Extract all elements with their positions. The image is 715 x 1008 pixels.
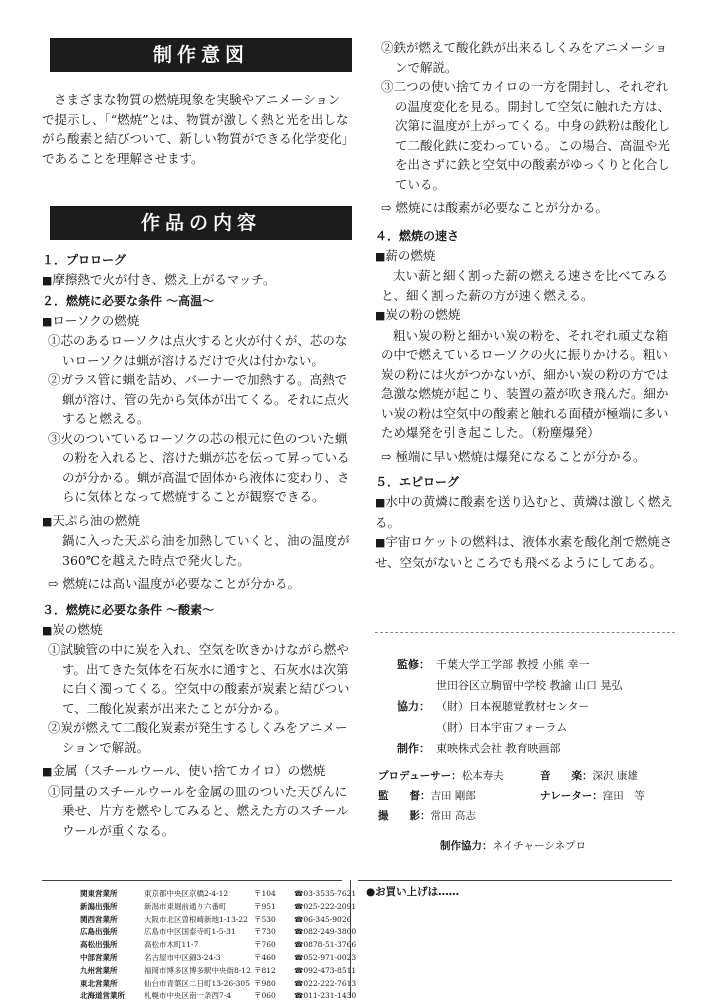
purchase-label: ●お買い上げは…… [366, 886, 460, 898]
prologue-heading: １．プロローグ [42, 253, 127, 267]
candle-item: ③火のついているローソクの芯の根元に色のついた蝋の粉を入れると、溶けた蝋が芯を伝って昇っているのが分かる。蝋が高温で固体から液体に変わり、さらに気体となって燃焼することが観察できる。 [48, 430, 350, 504]
branch-row [80, 939, 357, 952]
prologue-item: ■ 摩擦熱で火が付き、燃え上がるマッチ。 [42, 270, 352, 291]
branch-zip: 〒460 [254, 952, 276, 962]
branch-address: 広島市中区国泰寺町1-5-31 [144, 927, 236, 937]
branch-zip: 〒530 [254, 914, 276, 924]
branch-name: 関西営業所 [80, 914, 118, 924]
footer-rule-right [358, 880, 672, 881]
footer-rule-left [42, 880, 342, 881]
staff-role: 撮 影： [378, 810, 431, 822]
supervision-1: 千葉大学工学部 教授 小熊 幸一 [436, 658, 590, 671]
branch-address: 大阪市北区曽根崎新地1-13-22 [144, 914, 248, 924]
branch-tel: ☎022-222-7613 [294, 978, 357, 988]
footer [42, 880, 672, 1001]
branch-list [80, 888, 357, 1003]
oil-text: 鍋に入った天ぷら油を加熱していくと、油の温度が360℃を越えた時点で発火した。 [62, 533, 350, 568]
charcoal-item: ②炭が燃えて二酸化炭素が発生するしくみをアニメーションで解説。 [48, 720, 348, 755]
branch-zip: 〒812 [254, 965, 276, 975]
branch-row [80, 914, 354, 927]
branch-name: 九州営業所 [80, 965, 118, 975]
staff-name: 窪田 等 [602, 790, 645, 802]
branch-tel: ☎052-971-0023 [294, 952, 357, 962]
branch-row [80, 978, 357, 991]
powder-title: ■ 炭の粉の燃焼 [375, 305, 675, 326]
staff-name: 松本寿夫 [461, 770, 504, 782]
branch-name: 中部営業所 [80, 952, 118, 962]
staff-right [540, 766, 680, 806]
powder-text: 粗い炭の粉と細かい炭の粉を、それぞれ頑丈な箱の中で燃えているローソクの火に振りかける。粗い炭の粉には火がつかないが、細かい炭の粉の方では急激な燃焼が起こり、装置の蓋が吹き飛んだ。細かい炭の粉は空気中の酸素と触れる面積が極端に多いため爆発を引き起こした。（粉塵爆発） [381, 327, 669, 440]
staff-name: 深沢 康雄 [592, 770, 638, 782]
charcoal-title: ■ 炭の燃焼 [42, 620, 352, 641]
branch-tel: ☎06-345-9026 [294, 914, 352, 924]
supervision-2: 世田谷区立駒留中学校 教諭 山口 晃弘 [436, 679, 623, 692]
branch-name: 新潟出張所 [80, 901, 118, 911]
branch-row [80, 990, 357, 1003]
branch-address: 仙台市青葉区二日町13-26-305 [144, 978, 250, 988]
branch-address: 札幌市中央区南一条西7-4 [144, 991, 232, 1001]
branch-address: 高松市木町11-7 [144, 940, 199, 950]
charcoal-item: ①試験管の中に炭を入れ、空気を吹きかけながら燃やす。出てきた気体を石灰水に通すと、石灰水は次第に白く濁ってくる。空気中の酸素が炭素と結びついて、二酸化炭素が出来たことが分かる。 [48, 642, 350, 716]
supervision-label: 監修： [397, 658, 430, 671]
branch-tel: ☎011-231-1430 [294, 991, 357, 1001]
branch-zip: 〒730 [254, 927, 276, 937]
staff-role: 音 楽： [540, 770, 593, 782]
candle-item: ②ガラス管に蝋を詰め、バーナーで加熱する。高熱で蝋が溶け、管の先から気体が出てくる。それに点火すると燃える。 [48, 372, 350, 426]
section2-note: ⇨ 燃焼には高い温度が必要なことが分かる。 [48, 574, 352, 594]
intent-title: 制作意図 [50, 38, 352, 72]
branch-address: 名古屋市中区錦3-24-3 [144, 952, 221, 962]
section3-heading: ３．燃焼に必要な条件 〜酸素〜 [42, 602, 215, 617]
branch-row [80, 965, 357, 978]
epilogue-item: ■ 水中の黄燐に酸素を送り込むと、黄燐は激しく燃える。 [375, 492, 675, 532]
staff-name: 吉田 剛郎 [430, 790, 476, 802]
credits-divider [375, 632, 675, 633]
metal-title: ■ 金属（スチールウール、使い捨てカイロ）の燃焼 [42, 761, 352, 782]
staff-role: プロデューサー： [378, 770, 462, 782]
branch-name: 北海道営業所 [80, 991, 125, 1001]
section2-heading: ２．燃焼に必要な条件 〜高温〜 [42, 293, 215, 308]
staff-role: 監 督： [378, 790, 431, 802]
left-column [42, 38, 352, 840]
wood-text: 太い薪と細く割った薪の燃える速さを比べてみると、細く割った薪の方が速く燃える。 [381, 268, 669, 303]
branch-zip: 〒980 [254, 978, 276, 988]
branch-zip: 〒760 [254, 940, 276, 950]
branch-row [80, 926, 357, 939]
candle-item: ①芯のあるローソクは点火すると火が付くが、芯のないローソクは蝋が溶けるだけで火は付かない。 [48, 333, 348, 368]
branch-name: 東北営業所 [80, 978, 118, 988]
cooperation-2: （財）日本宇宙フォーラム [436, 721, 568, 734]
branch-tel: ☎092-473-8511 [294, 965, 357, 975]
staff-role: ナレーター： [540, 790, 603, 802]
branch-zip: 〒951 [254, 901, 276, 911]
right-column [375, 38, 675, 572]
branch-name: 高松出張所 [80, 940, 118, 950]
branch-row [80, 901, 357, 914]
production: 東映株式会社 教育映画部 [436, 742, 561, 755]
cooperation-label: 協力： [397, 700, 430, 713]
metal-item: ②鉄が燃えて酸化鉄が出来るしくみをアニメーションで解説。 [381, 40, 668, 75]
staff-left [378, 766, 518, 826]
branch-zip: 〒060 [254, 991, 276, 1001]
cooperation-1: （財）日本視聴覚教材センター [436, 700, 590, 713]
branch-address: 東京都中央区京橋2-4-12 [144, 889, 229, 898]
coop-name: ネイチャーシネプロ [492, 840, 586, 852]
content-title: 作品の内容 [50, 206, 352, 240]
branch-zip: 〒104 [254, 889, 276, 898]
metal-item: ①同量のスチールウールを金属の皿のついた天びんに乗せ、片方を燃やしてみると、燃えた方のスチールウールが重くなる。 [48, 783, 349, 838]
epilogue-item: ■ 宇宙ロケットの燃料は、液体水素を酸化剤で燃焼させ、空気がないところでも飛べるようにしてある。 [375, 532, 675, 572]
branch-row [80, 952, 357, 965]
section3-note: ⇨ 燃焼には酸素が必要なことが分かる。 [381, 198, 675, 218]
branch-tel: ☎082-249-3800 [294, 927, 357, 937]
oil-title: ■ 天ぷら油の燃焼 [42, 511, 352, 532]
candle-title: ■ ローソクの燃焼 [42, 311, 352, 332]
branch-tel: ☎0878-51-3766 [294, 940, 357, 950]
staff-name: 常田 高志 [430, 810, 476, 822]
metal-item: ③二つの使い捨てカイロの一方を開封し、それぞれの温度変化を見る。開封して空気に触れた方は、次第に温度が上がってくる。中身の鉄粉は酸化して二酸化鉄に変わっている。この場合、高温や光を出さずに鉄と空気中の酸素がゆっくりと化合している。 [381, 79, 671, 192]
branch-name: 関東営業所 [80, 889, 118, 898]
branch-row [80, 888, 357, 901]
section4-heading: ４．燃焼の速さ [375, 228, 460, 243]
section4-note: ⇨ 極端に早い燃焼は爆発になることが分かる。 [381, 447, 675, 467]
credits-block [375, 654, 675, 759]
branch-tel: ☎03-3535-7621 [294, 889, 357, 898]
branch-address: 福岡市博多区博多駅中央街8-12 [144, 965, 251, 975]
intent-text: さまざまな物質の燃焼現象を実験やアニメーションで提示し、「“燃焼”とは、物質が激しく熱と光を出しながら酸素と結びついて、新しい物質ができる化学変化」であることを理解させます。 [42, 92, 349, 166]
branch-tel: ☎025-222-2091 [294, 901, 357, 911]
branch-address: 新潟市東堀前通り六番町 [144, 901, 227, 911]
production-label: 制作： [397, 742, 430, 755]
branch-name: 広島出張所 [80, 927, 118, 937]
wood-title: ■ 薪の燃焼 [375, 246, 675, 267]
coop-label: 制作協力： [440, 840, 493, 852]
epilogue-heading: ５．エピローグ [375, 475, 460, 489]
production-cooperation [440, 836, 680, 856]
